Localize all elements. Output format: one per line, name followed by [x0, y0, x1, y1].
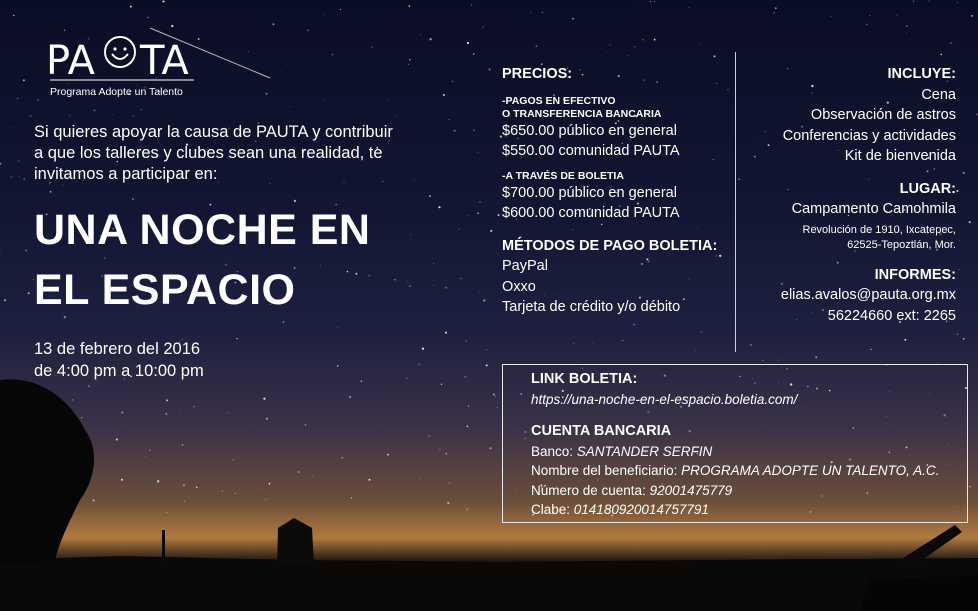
- star: [166, 399, 168, 401]
- star: [93, 499, 95, 501]
- star: [941, 54, 942, 55]
- star: [140, 109, 141, 110]
- date-line-1: 13 de febrero del 2016: [34, 340, 201, 358]
- star: [439, 449, 440, 450]
- star: [773, 12, 774, 13]
- informes-phone: 56224660 ext: 2265: [827, 307, 956, 324]
- star: [572, 18, 574, 20]
- incluye-item: Observación de astros: [810, 107, 956, 123]
- star: [465, 376, 466, 377]
- star: [627, 55, 628, 56]
- star: [950, 42, 952, 44]
- star: [467, 42, 469, 44]
- star: [269, 483, 271, 485]
- foreground-silhouette: [860, 575, 978, 611]
- star: [340, 9, 341, 10]
- star: [870, 349, 871, 350]
- star: [349, 396, 351, 398]
- star: [371, 46, 373, 48]
- title-line-1: UNA NOCHE EN: [34, 206, 371, 254]
- cuenta-heading: CUENTA BANCARIA: [531, 423, 672, 439]
- boletia-heading: -A TRAVÉS DE BOLETIA: [502, 169, 624, 182]
- star: [536, 45, 538, 47]
- star: [762, 360, 763, 361]
- star: [906, 25, 908, 27]
- star: [420, 478, 421, 479]
- star: [775, 7, 777, 9]
- star: [257, 369, 258, 370]
- clabe-row: [531, 500, 939, 520]
- star: [815, 356, 817, 358]
- star: [332, 54, 334, 56]
- star: [445, 332, 447, 334]
- star: [165, 413, 167, 415]
- star: [116, 438, 118, 440]
- star: [13, 15, 14, 16]
- star: [479, 291, 480, 292]
- star: [196, 486, 198, 488]
- lugar-place: Campamento Camohmila: [791, 201, 956, 217]
- star: [69, 115, 70, 116]
- incluye-item: Kit de bienvenida: [844, 148, 956, 164]
- star: [165, 19, 166, 20]
- star: [483, 299, 485, 301]
- incluye-heading: INCLUYE:: [887, 66, 956, 82]
- star: [183, 484, 185, 486]
- star: [235, 493, 236, 494]
- star: [337, 327, 338, 328]
- hut-silhouette: [277, 518, 314, 565]
- lugar-heading: LUGAR:: [899, 180, 956, 197]
- star: [483, 27, 484, 28]
- star: [298, 471, 300, 473]
- star: [112, 114, 113, 115]
- star: [906, 32, 907, 33]
- numero-cuenta-label: Número de cuenta:: [531, 482, 650, 498]
- star: [18, 160, 20, 162]
- star: [573, 343, 574, 344]
- beneficiario-label: Nombre del beneficiario:: [531, 463, 682, 478]
- metodo-item: Tarjeta de crédito y/o débito: [502, 299, 681, 315]
- star: [438, 206, 440, 208]
- star: [422, 348, 424, 350]
- star: [443, 94, 445, 96]
- star: [471, 4, 472, 5]
- incluye-item: Cena: [921, 86, 956, 103]
- star: [904, 339, 906, 341]
- intro-text: Si quieres apoyar la causa de PAUTA y contribuir a que los talleres y clubes sean una realidad, te invitamos a participar en:: [34, 123, 393, 183]
- banco-value: SANTANDER SERFIN: [576, 443, 713, 459]
- star: [182, 444, 184, 446]
- star: [486, 349, 487, 350]
- star: [369, 479, 371, 481]
- star: [473, 130, 474, 131]
- boletia-price-community: $600.00 comunidad PAUTA: [502, 205, 680, 221]
- star: [288, 519, 289, 520]
- star: [414, 180, 415, 181]
- star: [467, 425, 469, 427]
- star: [410, 234, 411, 235]
- star: [467, 215, 468, 216]
- star: [969, 221, 971, 223]
- star: [406, 377, 407, 378]
- star: [408, 5, 410, 7]
- star: [458, 229, 459, 230]
- star: [445, 453, 447, 455]
- star: [121, 411, 123, 413]
- cash-heading-1: -PAGOS EN EFECTIVO: [502, 94, 616, 107]
- star: [361, 381, 362, 382]
- star: [25, 250, 27, 252]
- star: [387, 100, 388, 101]
- star: [19, 176, 20, 177]
- star: [448, 119, 449, 120]
- star: [305, 424, 306, 425]
- star: [228, 412, 229, 413]
- ground-silhouette: [0, 556, 978, 611]
- payment-info-box: [502, 364, 968, 523]
- star: [701, 332, 702, 333]
- cash-price-community: $550.00 comunidad PAUTA: [502, 143, 680, 159]
- star: [261, 497, 262, 498]
- cash-heading-2: O TRANSFERENCIA BANCARIA: [502, 107, 662, 120]
- metodos-heading: MÉTODOS DE PAGO BOLETIA:: [502, 237, 718, 254]
- star: [162, 0, 164, 2]
- star: [193, 406, 194, 407]
- star: [640, 4, 641, 5]
- star: [489, 68, 491, 70]
- star: [10, 176, 12, 178]
- logo-wordmark: PA TA: [46, 38, 189, 84]
- star: [433, 285, 434, 286]
- star: [395, 115, 396, 116]
- star: [341, 457, 343, 459]
- star: [650, 1, 651, 2]
- star: [241, 392, 242, 393]
- tree-silhouette: [0, 379, 94, 565]
- star: [497, 407, 498, 408]
- star: [454, 130, 456, 132]
- star: [633, 324, 635, 326]
- lugar-address-2: 62525-Tepoztlán, Mor.: [847, 238, 956, 251]
- star: [610, 44, 611, 45]
- star: [957, 334, 958, 335]
- star: [233, 459, 234, 460]
- star: [222, 491, 223, 492]
- star: [307, 29, 309, 31]
- info-section: [716, 64, 956, 326]
- star: [37, 99, 39, 101]
- star: [23, 178, 25, 180]
- title-line-2: EL ESPACIO: [34, 266, 296, 314]
- star: [976, 114, 977, 115]
- star: [429, 38, 431, 40]
- star: [236, 338, 237, 339]
- star: [473, 53, 474, 54]
- star: [466, 508, 468, 510]
- boletia-link-heading: LINK BOLETIA:: [531, 371, 638, 387]
- beneficiario-row: [531, 461, 939, 481]
- star: [4, 299, 6, 301]
- star: [478, 152, 479, 153]
- banco-row: [531, 442, 939, 462]
- star: [447, 502, 449, 504]
- star: [121, 479, 123, 481]
- star: [642, 39, 644, 41]
- cash-price-general: $650.00 público en general: [502, 122, 677, 139]
- star: [324, 99, 325, 100]
- star: [351, 497, 352, 498]
- star: [387, 454, 389, 456]
- banco-label: Banco:: [531, 443, 577, 459]
- precios-heading: PRECIOS:: [502, 66, 573, 82]
- star: [157, 480, 159, 482]
- star: [418, 363, 420, 365]
- star: [145, 456, 146, 457]
- logo-tagline: Programa Adopte un Talento: [50, 86, 183, 98]
- incluye-item: Conferencias y actividades: [782, 127, 956, 144]
- star: [72, 399, 74, 401]
- star: [23, 79, 25, 81]
- star: [286, 64, 287, 65]
- numero-cuenta-value: 92001475779: [649, 482, 733, 498]
- star: [7, 100, 8, 101]
- star: [958, 269, 959, 270]
- star: [408, 64, 409, 65]
- star: [184, 500, 185, 501]
- star: [495, 396, 496, 397]
- clabe-label: Clabe:: [531, 502, 574, 517]
- star: [409, 59, 411, 61]
- star: [831, 16, 832, 17]
- star: [266, 418, 268, 420]
- star: [312, 476, 313, 477]
- star: [913, 1, 914, 2]
- star: [929, 0, 930, 1]
- metodo-item: Oxxo: [502, 278, 536, 295]
- star: [179, 409, 180, 410]
- star: [654, 1, 655, 2]
- star: [714, 55, 716, 57]
- numero-cuenta-row: [531, 481, 939, 501]
- star: [542, 12, 543, 13]
- star: [593, 343, 594, 344]
- event-title: [34, 200, 370, 320]
- pauta-logo: [44, 22, 284, 102]
- star: [407, 281, 408, 282]
- star: [93, 109, 95, 111]
- star: [0, 163, 1, 165]
- star: [30, 115, 32, 117]
- star: [420, 35, 421, 36]
- star: [959, 240, 960, 241]
- star: [699, 43, 700, 44]
- star: [28, 292, 30, 294]
- star: [13, 127, 14, 128]
- star: [460, 278, 462, 280]
- star: [490, 230, 492, 232]
- star: [147, 17, 148, 18]
- star: [130, 6, 132, 8]
- star: [468, 405, 469, 406]
- star: [971, 15, 973, 17]
- star: [256, 488, 257, 489]
- star: [634, 46, 635, 47]
- metodo-item: PayPal: [502, 258, 548, 274]
- star: [323, 14, 324, 15]
- star: [56, 104, 57, 105]
- star: [88, 385, 90, 387]
- star: [337, 365, 339, 367]
- clabe-value: 014180920014757791: [573, 502, 709, 517]
- star: [498, 214, 500, 216]
- star: [81, 417, 82, 418]
- star: [394, 279, 395, 280]
- star: [750, 344, 752, 346]
- star: [17, 98, 19, 100]
- star: [606, 51, 607, 52]
- pole-silhouette: [162, 530, 165, 562]
- star: [283, 321, 285, 323]
- beneficiario-value: PROGRAMA ADOPTE UN TALENTO, A.C.: [681, 463, 940, 478]
- star: [263, 398, 265, 400]
- precios-section: [502, 64, 732, 318]
- star: [149, 449, 150, 450]
- star: [530, 12, 531, 13]
- star: [493, 394, 495, 396]
- star: [896, 14, 897, 15]
- star: [445, 287, 447, 289]
- informes-email: elias.avalos@pauta.org.mx: [780, 287, 956, 303]
- informes-heading: INFORMES:: [874, 266, 956, 283]
- star: [963, 338, 965, 340]
- star: [956, 190, 958, 192]
- star: [477, 212, 478, 213]
- star: [689, 7, 690, 8]
- star: [957, 2, 958, 3]
- star: [963, 172, 965, 174]
- star: [486, 364, 488, 366]
- star: [969, 486, 971, 488]
- star: [132, 116, 133, 117]
- star: [695, 350, 696, 351]
- star: [433, 263, 434, 264]
- star: [490, 447, 492, 449]
- star: [465, 340, 467, 342]
- star: [0, 253, 1, 254]
- lugar-address-1: Revolución de 1910, Ixcatepec,: [802, 223, 956, 236]
- star: [654, 39, 656, 41]
- star: [289, 106, 290, 107]
- event-date: [34, 338, 204, 382]
- star: [166, 512, 167, 513]
- star: [409, 285, 411, 287]
- star: [866, 24, 868, 26]
- star: [50, 191, 51, 192]
- star: [428, 435, 429, 436]
- star: [265, 499, 266, 500]
- boletia-price-general: $700.00 público en general: [502, 184, 677, 201]
- star: [452, 81, 453, 82]
- star: [623, 340, 624, 341]
- star: [429, 195, 431, 197]
- boletia-link-url[interactable]: https://una-noche-en-el-espacio.boletia.com/: [531, 391, 798, 407]
- star: [778, 360, 779, 361]
- star: [479, 201, 480, 202]
- star: [441, 384, 442, 385]
- date-line-2: de 4:00 pm a 10:00 pm: [34, 362, 204, 380]
- star: [449, 482, 451, 484]
- star: [869, 15, 870, 16]
